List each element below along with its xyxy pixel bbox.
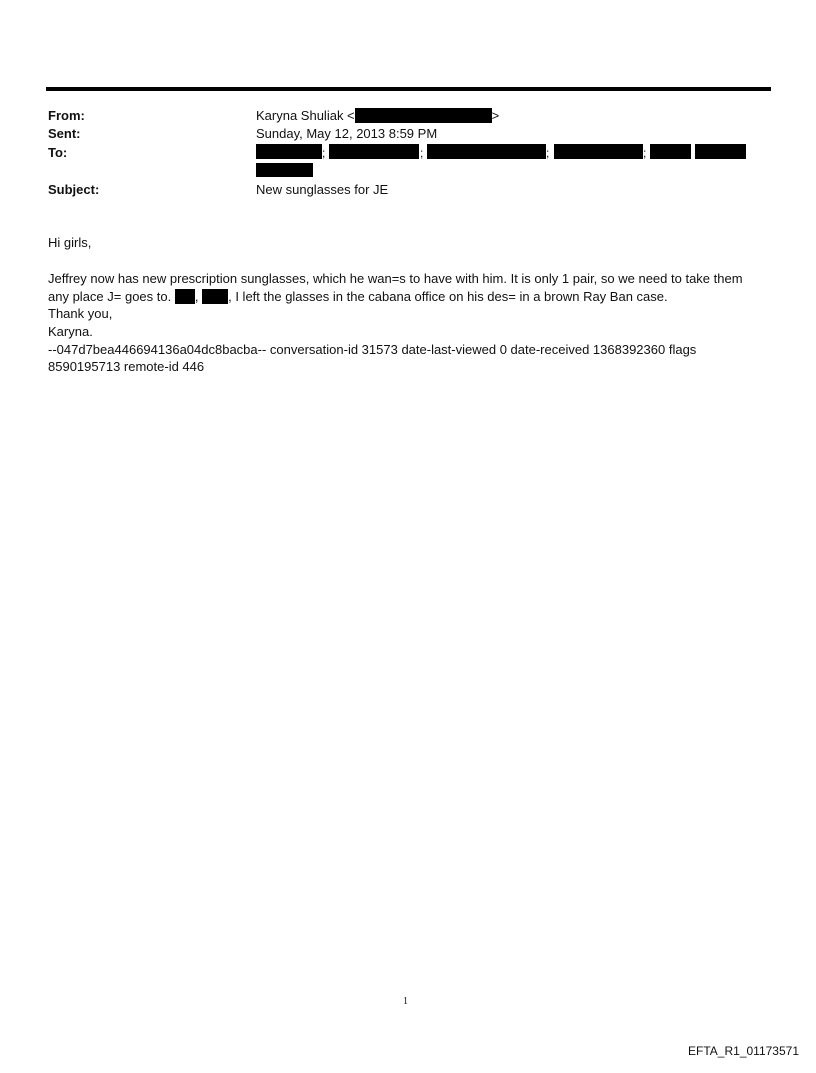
subject-value: New sunglasses for JE — [256, 182, 389, 197]
redacted-recipient — [427, 144, 546, 159]
recipient-separator: ; — [546, 146, 550, 160]
metadata-line-1: --047d7bea446694136a04dc8bacba-- conversation-id 31573 date-last-viewed 0 date-received 1368392360 flags — [48, 342, 697, 357]
redacted-recipient — [695, 144, 746, 159]
from-label: From: — [48, 108, 85, 123]
redacted-recipient — [650, 144, 691, 159]
redacted-recipient — [554, 144, 643, 159]
greeting: Hi girls, — [48, 235, 92, 250]
closing: Thank you, — [48, 306, 113, 321]
recipient-separator: ; — [420, 146, 424, 160]
sent-value: Sunday, May 12, 2013 8:59 PM — [256, 126, 438, 141]
redacted-name — [202, 289, 228, 304]
subject-label: Subject: — [48, 182, 100, 197]
body-line-2-start: any place J= goes to. — [48, 289, 172, 304]
body-line-2 — [48, 289, 668, 305]
recipient-separator: ; — [643, 146, 647, 160]
bates-number: EFTA_R1_01173571 — [688, 1044, 799, 1058]
signature: Karyna. — [48, 324, 93, 339]
name-separator: , — [194, 289, 199, 304]
from-close: > — [491, 108, 500, 123]
redacted-recipient — [329, 144, 419, 159]
page-number: 1 — [403, 996, 408, 1007]
from-name: Karyna Shuliak < — [256, 108, 355, 123]
redacted-email — [355, 108, 492, 123]
redacted-recipient — [256, 163, 313, 177]
metadata-line-2: 8590195713 remote-id 446 — [48, 359, 205, 374]
redacted-recipient — [256, 144, 322, 159]
redacted-name — [175, 289, 195, 304]
to-label: To: — [48, 145, 68, 160]
header-rule — [46, 87, 771, 91]
body-line-1: Jeffrey now has new prescription sunglasses, which he wan=s to have with him. It is only 1 pair, so we need to take them — [48, 271, 743, 286]
recipient-separator: ; — [322, 146, 326, 160]
body-line-2-end: , I left the glasses in the cabana office on his des= in a brown Ray Ban case. — [228, 289, 668, 304]
sent-label: Sent: — [48, 126, 81, 141]
from-value — [256, 108, 499, 124]
